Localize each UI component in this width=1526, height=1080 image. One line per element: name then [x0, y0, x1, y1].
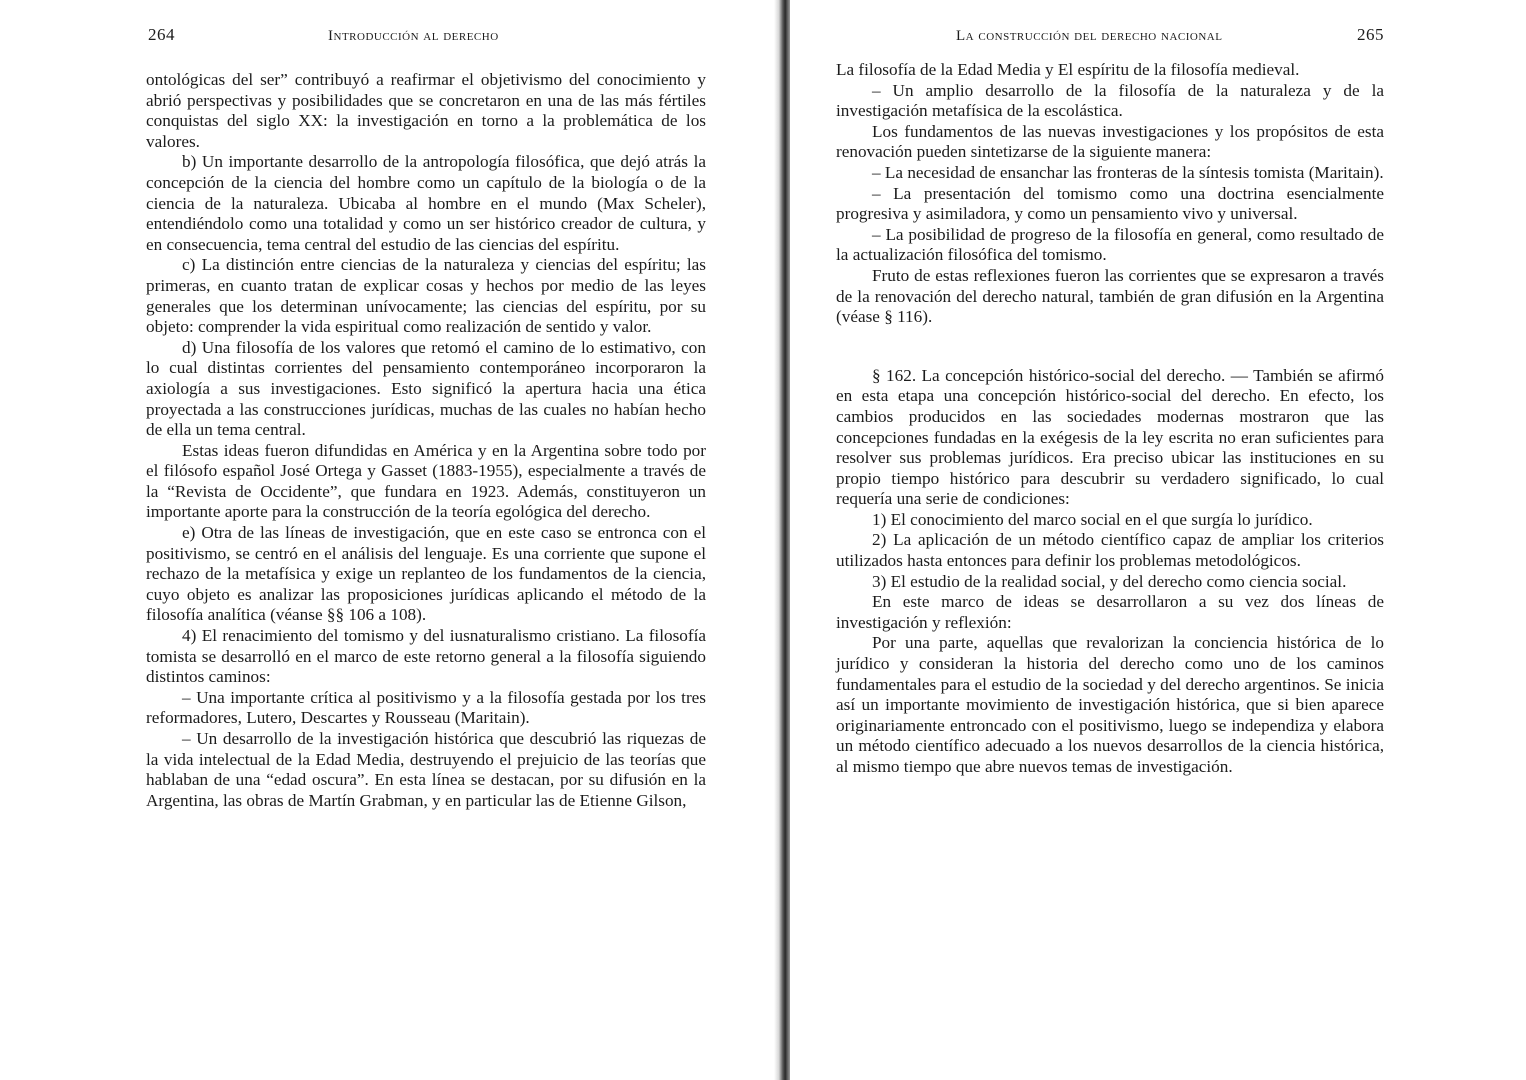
right-paragraph: Los fundamentos de las nuevas investigaciones y los propósitos de esta renovación pueden sintetizarse de la siguiente manera: [836, 121, 1384, 162]
left-page-number: 264 [148, 25, 175, 44]
left-paragraph: d) Una filosofía de los valores que retomó el camino de lo estimativo, con lo cual distintas corrientes del pensamiento contemporáneo incorporaron la axiología a sus investigaciones. Esto significó la apertura hacia una ética proyectada a las construcciones jurídicas, muchas de las cuales no habían hecho de ella un tema central. [146, 337, 706, 440]
book-gutter [774, 0, 790, 1080]
right-paragraph: En este marco de ideas se desarrollaron a su vez dos líneas de investigación y reflexión: [836, 592, 1384, 632]
right-paragraph: 1) El conocimiento del marco social en el que surgía lo jurídico. [872, 509, 1313, 529]
right-page-number: 265 [1357, 25, 1384, 44]
left-paragraph: b) Un importante desarrollo de la antropología filosófica, que dejó atrás la concepción de la ciencia del hombre como un capítulo de la biología o de la ciencia de la naturaleza. Ubicaba al hombre en el mundo (Max Scheler), entendiéndolo como una totalidad y como un ser histórico creador de cultura, y en consecuencia, tema central del estudio de las ciencias del espíritu. [146, 152, 706, 254]
right-paragraph: – Un amplio desarrollo de la filosofía de la naturaleza y de la investigación metafísica de la escolástica. [836, 80, 1384, 121]
right-paragraph: – La presentación del tomismo como una doctrina esencialmente progresiva y asimiladora, y como un pensamiento vivo y universal. [836, 183, 1384, 224]
section-162-paragraph: § 162. La concepción histórico-social del derecho. — También se afirmó en esta etapa una concepción histórico-social del derecho. En efecto, los cambios producidos en las sociedades modernas mostraron que las concepciones fundadas en la exégesis de la ley escrita no eran suficientes para resolver sus problemas jurídicos. Era preciso ubicar las instituciones en su propio tiempo histórico para descubrir su verdadero significado, lo cual requería una serie de condiciones: [836, 365, 1384, 509]
right-paragraph: – La posibilidad de progreso de la filosofía en general, como resultado de la actualización filosófica del tomismo. [836, 224, 1384, 265]
right-paragraph: – La necesidad de ensanchar las fronteras de la síntesis tomista (Maritain). [872, 162, 1384, 182]
left-paragraph: c) La distinción entre ciencias de la naturaleza y ciencias del espíritu; las primeras, en cuanto tratan de explicar cosas y hechos por medio de las leyes generales que los determinan unívocamente; las ciencias del espíritu, por su objeto: comprender la vida espiritual como realización de sentido y valor. [146, 255, 706, 337]
left-paragraph: – Una importante crítica al positivismo y a la filosofía gestada por los tres reformadores, Lutero, Descartes y Rousseau (Maritain). [146, 687, 706, 728]
left-page [0, 0, 760, 1080]
right-paragraph: La filosofía de la Edad Media y El espíritu de la filosofía medieval. [836, 60, 1300, 79]
left-paragraph: 4) El renacimiento del tomismo y del iusnaturalismo cristiano. La filosofía tomista se desarrolló en el marco de este retorno general a la filosofía siguiendo distintos caminos: [146, 626, 706, 687]
right-header-title: La construcción del derecho nacional [956, 28, 1223, 44]
right-page [790, 0, 1526, 1080]
section-gap [836, 328, 1384, 366]
right-paragraph: 3) El estudio de la realidad social, y del derecho como ciencia social. [872, 571, 1347, 591]
right-paragraph: 2) La aplicación de un método científico capaz de ampliar los criterios utilizados hasta entonces para definir los problemas metodológicos. [836, 530, 1384, 571]
left-paragraph: Estas ideas fueron difundidas en América y en la Argentina sobre todo por el filósofo español José Ortega y Gasset (1883-1955), especialmente a través de la “Revista de Occidente”, que fundara en 1923. Además, constituyeron un importante aporte para la construcción de la teoría egológica del derecho. [146, 440, 706, 522]
right-body-text [836, 60, 1384, 778]
left-paragraph: – Un desarrollo de la investigación histórica que descubrió las riquezas de la vida intelectual de la Edad Media, destruyendo el prejuicio de las teorías que hablaban de una “edad oscura”. En esta línea se destacan, por su difusión en la Argentina, las obras de Martín Grabman, y en particular las de Etienne Gilson, [146, 729, 706, 810]
left-header-title: Introducción al derecho [328, 28, 499, 44]
right-paragraph: Fruto de estas reflexiones fueron las corrientes que se expresaron a través de la renovación del derecho natural, también de gran difusión en la Argentina (véase § 116). [836, 265, 1384, 327]
right-paragraph: Por una parte, aquellas que revalorizan la conciencia histórica de lo jurídico y consideran la historia del derecho como uno de los caminos fundamentales para el estudio de la sociedad y del derecho argentinos. Se inicia así un importante movimiento de investigación histórica, que si bien aparece originariamente entroncado con el positivismo, luego se independiza y elabora un método científico adecuado a los nuevos desarrollos de la ciencia histórica, al mismo tiempo que abre nuevos temas de investigación. [836, 633, 1384, 776]
left-paragraph: ontológicas del ser” contribuyó a reafirmar el objetivismo del conocimiento y abrió perspectivas y posibilidades que se concretaron en una de las más fértiles conquistas del siglo XX: la investigación en torno a la problemática de los valores. [146, 70, 706, 151]
left-body-text [146, 70, 706, 811]
left-paragraph: e) Otra de las líneas de investigación, que en este caso se entronca con el positivismo, se centró en el análisis del lenguaje. Es una corriente que supone el rechazo de la metafísica y exige un replanteo de los fundamentos de la ciencia, cuyo objeto es analizar las proposiciones jurídicas aplicando el método de la filosofía analítica (véanse §§ 106 a 108). [146, 523, 706, 625]
